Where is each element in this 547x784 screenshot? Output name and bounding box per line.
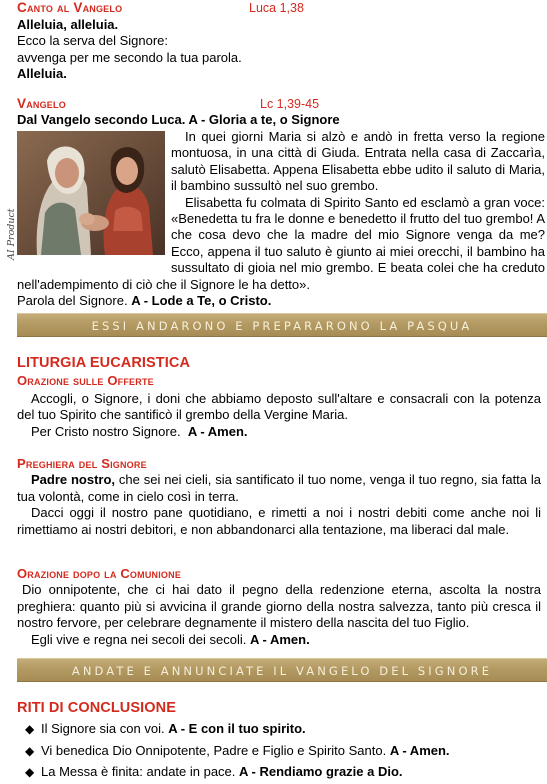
- riti-item: [17, 721, 541, 737]
- preghiera-continuation: che sei nei cieli, sia santificato il tuo nome, venga il tuo regno, sia fatta la tua volontà, come in cielo così in terra.: [17, 472, 541, 504]
- vangelo-body: [17, 129, 545, 309]
- offerte-text: Accogli, o Signore, i doni che abbiamo deposto sull'altare e consacrali con la potenza del tuo Spirito che santificò il grembo della Vergine Maria.: [17, 390, 541, 423]
- riti-item-response: A - Rendiamo grazie a Dio.: [239, 764, 403, 780]
- preghiera-opening: Padre nostro,: [31, 472, 116, 488]
- canto-heading: Canto al Vangelo: [17, 0, 123, 15]
- vangelo-section: [17, 96, 541, 128]
- canto-section: [17, 0, 541, 83]
- riti-item-text: Il Signore sia con voi.: [41, 721, 165, 737]
- offerte-closing-response: A - Amen.: [187, 423, 248, 439]
- liturgia-section: [17, 355, 541, 440]
- vangelo-heading: Vangelo: [17, 96, 66, 111]
- image-float-spacer: [17, 129, 171, 262]
- riti-list: [17, 721, 541, 780]
- riti-item-response: A - E con il tuo spirito.: [168, 721, 306, 737]
- liturgia-title: LITURGIA EUCARISTICA: [17, 355, 191, 371]
- preghiera-text-1: [17, 472, 541, 505]
- canto-verse-2: avvenga per me secondo la tua parola.: [17, 49, 242, 65]
- comunione-closing-response: A - Amen.: [249, 631, 310, 647]
- riti-item-response: A - Amen.: [389, 742, 450, 758]
- offerte-heading: Orazione sulle Offerte: [17, 373, 154, 389]
- comunione-closing: [17, 632, 541, 648]
- canto-alleluia: Alleluia, alleluia.: [17, 17, 119, 32]
- riti-item: [17, 743, 541, 759]
- image-watermark-text: AI Product: [6, 208, 17, 260]
- comunione-section: [17, 566, 541, 648]
- image-watermark: [1, 190, 15, 260]
- vangelo-title: Dal Vangelo secondo Luca. A - Gloria a te, o Signore: [17, 112, 340, 127]
- vangelo-paragraph-1: In quei giorni Maria si alzò e andò in fretta verso la regione montuosa, in una città di Giuda. Entrata nella casa di Zaccarìa, salutò Elisabetta. Appena Elisabetta ebbe udito il saluto di Maria, il bambino sussultò nel suo grembo.: [171, 129, 545, 194]
- riti-item-text: La Messa è finita: andate in pace.: [41, 764, 236, 780]
- vangelo-paragraph-2: Elisabetta fu colmata di Spirito Santo ed esclamò a gran voce: «Benedetta tu fra le donne e benedetto il frutto del tuo grembo! A che cosa devo che la madre del mio Signore venga da me? Ecco, appena il tuo saluto è giunto ai miei orecchi, il bambino ha sussultato di gioia nel mio grembo. E beata colei che ha creduto nell'adempimento di ciò che il Signore le ha detto».: [17, 194, 545, 292]
- diamond-bullet-icon: ◆: [25, 765, 35, 780]
- diamond-bullet-icon: ◆: [25, 743, 35, 758]
- riti-item-text: Vi benedica Dio Onnipotente, Padre e Figlio e Spirito Santo.: [41, 742, 387, 758]
- offerte-closing: [17, 424, 541, 440]
- preghiera-section: [17, 456, 541, 538]
- comunione-heading: Orazione dopo la Comunione: [17, 566, 182, 581]
- diamond-bullet-icon: ◆: [25, 722, 35, 737]
- riti-section: [17, 700, 541, 781]
- vangelo-closing-response: A - Lode a Te, o Cristo.: [131, 293, 272, 309]
- offerte-closing-plain: Per Cristo nostro Signore.: [31, 423, 181, 439]
- vangelo-closing-plain: Parola del Signore.: [17, 293, 128, 309]
- preghiera-heading: Preghiera del Signore: [17, 456, 147, 471]
- canto-alleluia-end: Alleluia.: [17, 66, 67, 82]
- canto-reference: Luca 1,38: [249, 1, 304, 15]
- vangelo-closing: [17, 293, 545, 309]
- canto-verse-1: Ecco la serva del Signore:: [17, 33, 169, 49]
- comunione-closing-plain: Egli vive e regna nei secoli dei secoli.: [31, 631, 247, 647]
- preghiera-text-2: Dacci oggi il nostro pane quotidiano, e rimetti a noi i nostri debiti come anche noi li rimettiamo ai nostri debitori, e non abbandonarci alla tentazione, ma liberaci dal male.: [17, 505, 541, 537]
- riti-title: RITI DI CONCLUSIONE: [17, 700, 176, 716]
- comunione-text: Dio onnipotente, che ci hai dato il pegno della redenzione eterna, ascolta la nostra preghiera: quanto più si avvicina il grande giorno della nostra salvezza, tanto più cresca il nostro fervore, per celebrare degnamente il mistero della nascita del tuo Figlio.: [17, 582, 541, 631]
- vangelo-reference: Lc 1,39-45: [260, 97, 320, 111]
- riti-item: [17, 764, 541, 780]
- banner-vangelo: ANDATE E ANNUNCIATE IL VANGELO DEL SIGNORE: [17, 658, 547, 682]
- banner-pasqua: ESSI ANDARONO E PREPARARONO LA PASQUA: [17, 313, 547, 337]
